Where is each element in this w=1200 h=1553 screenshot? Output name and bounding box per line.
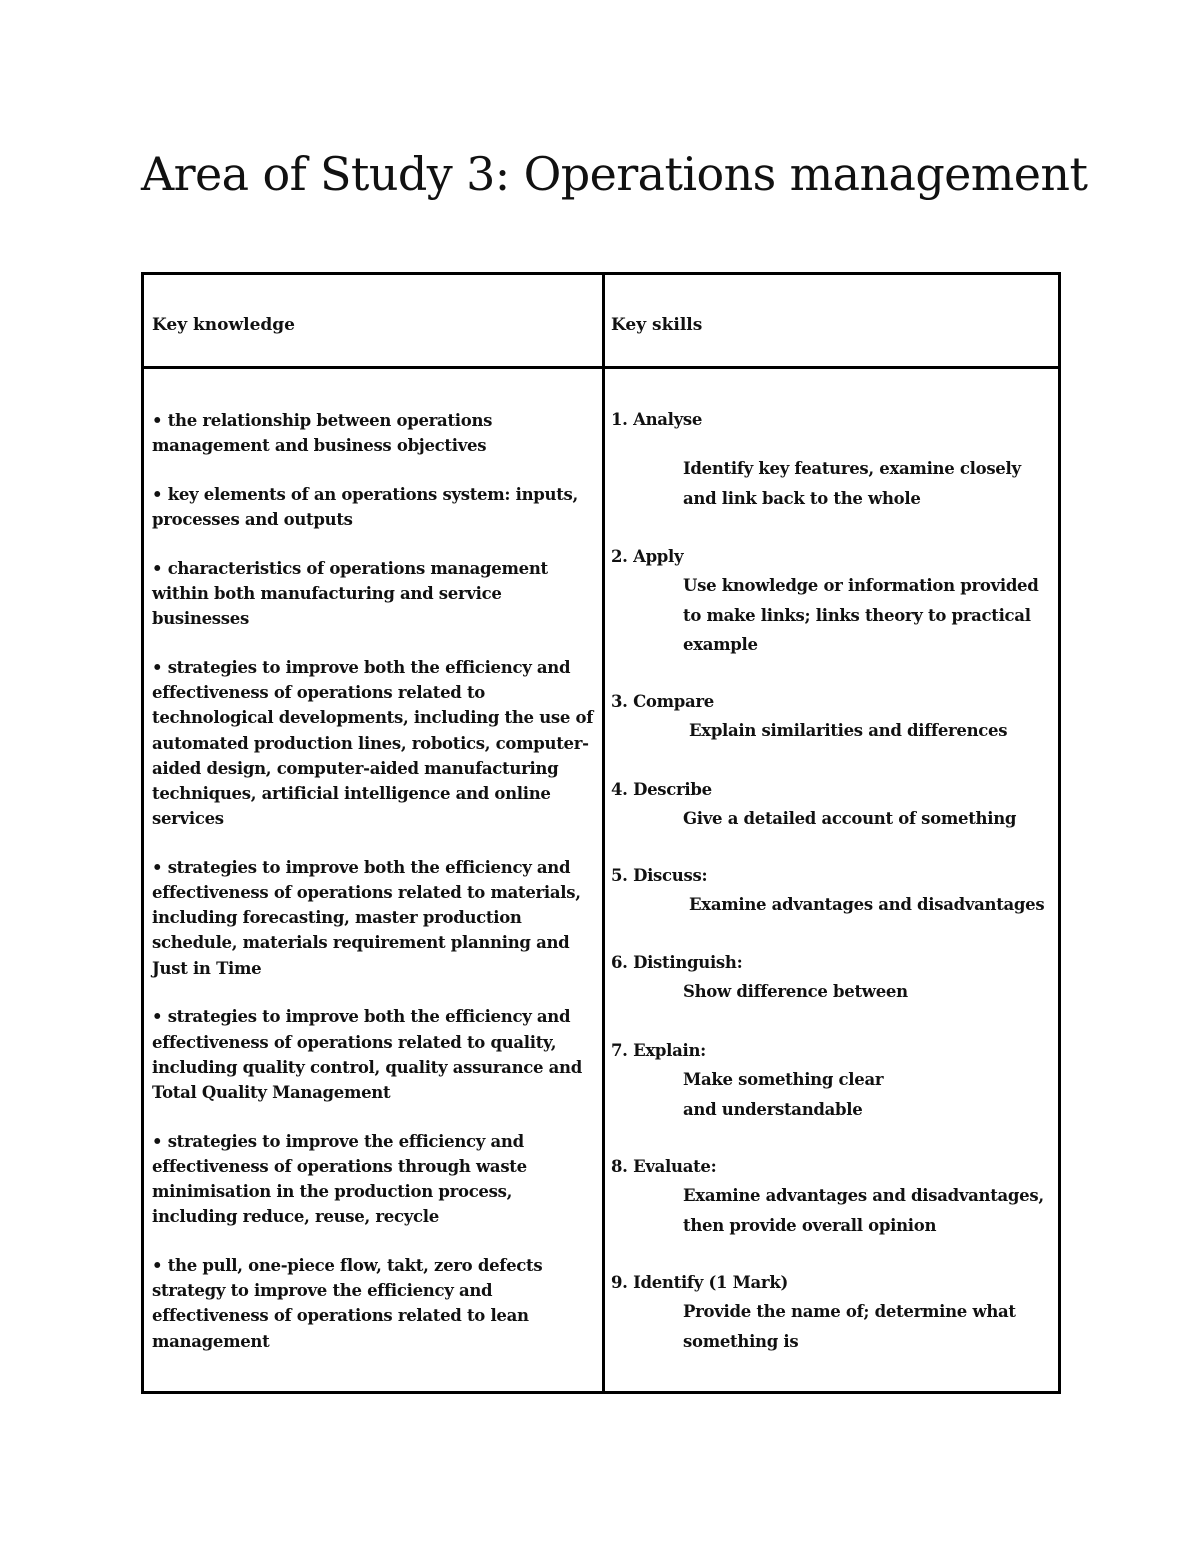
skill-definition: Examine advantages and disadvantages, then provide overall opinion [683, 1186, 1044, 1235]
skill-definition: Make something clear and understandable [683, 1070, 884, 1119]
skill-term: 1. Analyse [611, 410, 703, 429]
skill-term: 5. Discuss: [611, 866, 708, 885]
skill-term: 3. Compare [611, 692, 714, 711]
skill-discuss [611, 862, 1057, 920]
skill-identify [611, 1269, 1057, 1356]
knowledge-item: • the pull, one-piece flow, takt, zero defects strategy to improve the efficiency and effectiveness of operations related to lean management [152, 1255, 543, 1351]
skill-distinguish [611, 949, 1057, 1007]
column-divider [602, 275, 605, 1391]
header-key-skills: Key skills [611, 315, 703, 335]
knowledge-item: • the relationship between operations management and business objectives [152, 411, 493, 456]
knowledge-item: • strategies to improve both the efficiency and effectiveness of operations related to technological developments, including the use of automated production lines, robotics, computer-aided design, computer-aided manufacturing techniques, artificial intelligence and online services [152, 657, 594, 829]
knowledge-item: • strategies to improve both the efficiency and effectiveness of operations related to quality, including quality control, quality assurance and Total Quality Management [152, 1007, 582, 1102]
skill-definition: Identify key features, examine closely and link back to the whole [683, 459, 1021, 508]
skill-compare [611, 688, 1057, 746]
header-divider [144, 366, 1058, 369]
skill-explain [611, 1037, 1057, 1124]
skill-term: 4. Describe [611, 780, 712, 799]
skill-evaluate [611, 1153, 1057, 1240]
skill-definition: Give a detailed account of something [683, 809, 1017, 828]
skill-term: 6. Distinguish: [611, 953, 743, 972]
skill-term: 7. Explain: [611, 1041, 706, 1060]
knowledge-item: • characteristics of operations management within both manufacturing and service businesses [152, 558, 548, 629]
skill-apply [611, 543, 1057, 660]
study-table [141, 272, 1061, 1394]
skill-describe [611, 776, 1057, 834]
page-title: Area of Study 3: Operations management [141, 147, 1088, 201]
key-knowledge-column [152, 408, 594, 1377]
skill-term: 9. Identify (1 Mark) [611, 1273, 788, 1292]
header-key-knowledge: Key knowledge [152, 315, 295, 335]
skill-term: 8. Evaluate: [611, 1157, 717, 1176]
knowledge-item: • key elements of an operations system: inputs, processes and outputs [152, 484, 578, 530]
skill-definition: Examine advantages and disadvantages [689, 895, 1045, 914]
skill-definition: Provide the name of; determine what something is [683, 1302, 1016, 1351]
skill-analyse [611, 406, 1057, 513]
knowledge-item: • strategies to improve both the efficiency and effectiveness of operations related to materials, including forecasting, master production schedule, materials requirement planning and Just in Time [152, 857, 581, 978]
skill-term: 2. Apply [611, 547, 684, 566]
skill-definition: Explain similarities and differences [689, 721, 1008, 740]
skill-definition: Use knowledge or information provided to make links; links theory to practical example [683, 576, 1039, 654]
skill-definition: Show difference between [683, 982, 908, 1001]
knowledge-item: • strategies to improve the efficiency and effectiveness of operations through waste minimisation in the production process, including reduce, reuse, recycle [152, 1131, 527, 1227]
